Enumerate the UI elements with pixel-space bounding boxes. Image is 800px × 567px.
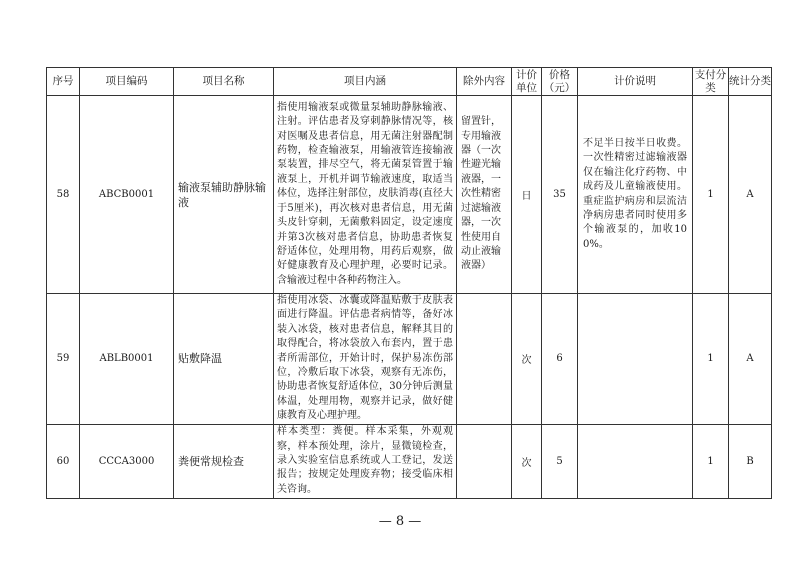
row-name: 输液泵辅助静脉输液 <box>178 180 266 209</box>
row-pay-class: 1 <box>693 424 729 498</box>
row-content: 样本类型：粪便。样本采集，外观观察，样本预处理，涂片，显微镜检查，录入实验室信息系统或人工登记，发送报告；按规定处理废弃物；接受临床相关咨询。 <box>277 426 453 495</box>
row-no: 59 <box>47 294 80 425</box>
row-content-cell <box>274 294 457 425</box>
table-row <box>47 96 772 294</box>
row-note: 不足半日按半日收费。一次性精密过滤输液器仅在输注化疗药物、中成药及儿童输液使用。重症监护病房和层流洁净病房患者同时使用多个输液泵的，加收100%。 <box>583 137 687 250</box>
row-code: ABLB0001 <box>80 294 174 425</box>
row-exclusions <box>457 294 512 425</box>
row-price: 6 <box>542 294 578 425</box>
row-content-cell <box>274 424 457 498</box>
header-note: 计价说明 <box>578 68 693 96</box>
header-code: 项目编码 <box>80 68 174 96</box>
row-price: 35 <box>542 96 578 294</box>
header-unit: 计价单位 <box>512 68 542 96</box>
table-row <box>47 294 772 425</box>
row-note <box>578 424 693 498</box>
row-code: CCCA3000 <box>80 424 174 498</box>
row-exclusions <box>457 424 512 498</box>
page-number: — 8 — <box>378 514 422 529</box>
row-unit: 日 <box>512 96 542 294</box>
row-name-cell <box>174 424 274 498</box>
row-name: 贴敷降温 <box>178 352 222 366</box>
header-name: 项目名称 <box>174 68 274 96</box>
row-content-cell <box>274 96 457 294</box>
row-exclusions: 留置针，专用输液器（一次性避光输液器，一次性精密过滤输液器，一次性使用自动止液输液器） <box>461 116 501 272</box>
row-stat-class: A <box>729 96 772 294</box>
row-name-cell <box>174 96 274 294</box>
header-content: 项目内涵 <box>274 68 457 96</box>
table-row <box>47 424 772 498</box>
row-code: ABCB0001 <box>80 96 174 294</box>
row-name-cell <box>174 294 274 425</box>
row-unit: 次 <box>512 424 542 498</box>
row-content: 指使用输液泵或微量泵辅助静脉输液、注射。评估患者及穿刺静脉情况等，核对医嘱及患者信息，用无菌注射器配制药物，检查输液泵，用输液管连接输液泵装置，排尽空气，将无菌泵管置于输液泵上，开机并调节输液速度，取适当体位，选择注射部位，皮肤消毒(直径大于5厘米)，再次核对患者信息，用无菌头皮针穿刺，无菌敷料固定，设定速度并第3次核对患者信息，协助患者恢复舒适体位，处理用物，用药后观察，做好健康教育及心理护理，必要时记录。含输液过程中各种药物注入。 <box>277 101 453 286</box>
row-pay-class: 1 <box>693 294 729 425</box>
row-content: 指使用冰袋、冰囊或降温贴敷于皮肤表面进行降温。评估患者病情等，备好冰装入冰袋，核对患者信息，解释其目的取得配合，将冰袋放入布套内，置于患者所需部位，开始计时，保护易冻伤部位，冷敷后取下冰袋，观察有无冻伤，协助患者恢复舒适体位，30分钟后测量体温，处理用物，观察并记录，做好健康教育及心理护理。 <box>277 295 453 422</box>
row-name: 粪便常规检查 <box>178 454 244 468</box>
row-note <box>578 294 693 425</box>
row-exclusions-cell <box>457 96 512 294</box>
row-price: 5 <box>542 424 578 498</box>
row-no: 60 <box>47 424 80 498</box>
header-pay-class: 支付分类 <box>693 68 729 96</box>
header-exclusions: 除外内容 <box>457 68 512 96</box>
row-stat-class: B <box>729 424 772 498</box>
row-stat-class: A <box>729 294 772 425</box>
row-no: 58 <box>47 96 80 294</box>
header-price: 价格（元） <box>542 68 578 96</box>
row-pay-class: 1 <box>693 96 729 294</box>
header-stat-class: 统计分类 <box>729 68 772 96</box>
row-note-cell <box>578 96 693 294</box>
fee-table <box>46 67 772 499</box>
row-unit: 次 <box>512 294 542 425</box>
header-no: 序号 <box>47 68 80 96</box>
table-header-row <box>47 68 772 96</box>
